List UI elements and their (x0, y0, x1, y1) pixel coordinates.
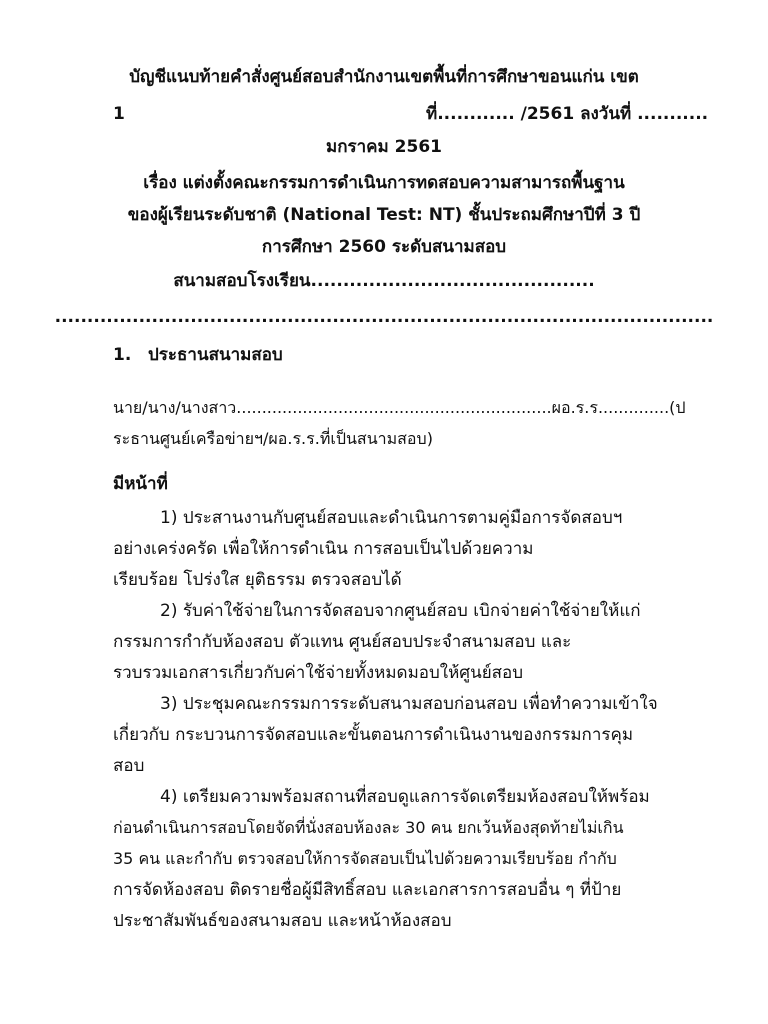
header-subject-line-2: ของผู้เรียนระดับชาติ (National Test: NT) ชั้นประถมศึกษาปีที่ 3 ปี (127, 205, 641, 225)
duty-3-line-3: สอบ (113, 756, 145, 776)
header-venue-line: สนามสอบโรงเรียน............................................ (173, 271, 595, 291)
header-dotted-rule: ...................................................................................................... (54, 307, 714, 327)
header-order-number-date: ที่............ /2561 ลงวันที่ ........... (426, 104, 709, 124)
header-subject-line-3: การศึกษา 2560 ระดับสนามสอบ (261, 237, 507, 257)
section-1-title: ประธานสนามสอบ (148, 345, 283, 365)
duty-1-line-3: เรียบร้อย โปร่งใส ยุติธรรม ตรวจสอบได้ (113, 570, 402, 590)
duty-4-line-4: การจัดห้องสอบ ติดรายชื่อผู้มีสิทธิ์สอบ และเอกสารการสอบอื่น ๆ ที่ป้าย (113, 880, 622, 900)
duty-2-line-1: 2) รับค่าใช้จ่ายในการจัดสอบจากศูนย์สอบ เบิกจ่ายค่าใช้จ่ายให้แก่ (160, 601, 641, 621)
duty-2-line-3: รวบรวมเอกสารเกี่ยวกับค่าใช้จ่ายทั้งหมดมอบให้ศูนย์สอบ (113, 663, 524, 683)
section-1-name-line-2: ระธานศูนย์เครือข่ายฯ/ผอ.ร.ร.ที่เป็นสนามสอบ) (113, 429, 433, 448)
duty-1-line-1: 1) ประสานงานกับศูนย์สอบและดำเนินการตามคู่มือการจัดสอบฯ (160, 508, 623, 528)
duties-label: มีหน้าที่ (113, 474, 168, 494)
duty-4-line-1: 4) เตรียมความพร้อมสถานที่สอบดูแลการจัดเตรียมห้องสอบให้พร้อม (160, 787, 650, 807)
header-title-line-2-left: 1 (113, 104, 125, 124)
header-title-line-1: บัญชีแนบท้ายคำสั่งศูนย์สอบสำนักงานเขตพื้นที่การศึกษาขอนแก่น เขต (129, 67, 639, 87)
duty-4-line-2: ก่อนดำเนินการสอบโดยจัดที่นั่งสอบห้องละ 30 คน ยกเว้นห้องสุดท้ายไม่เกิน (113, 818, 624, 837)
duty-3-line-2: เกี่ยวกับ กระบวนการจัดสอบและขั้นตอนการดำเนินงานของกรรมการคุม (113, 725, 634, 745)
duty-4-line-5: ประชาสัมพันธ์ของสนามสอบ และหน้าห้องสอบ (113, 911, 452, 931)
duty-3-line-1: 3) ประชุมคณะกรรมการระดับสนามสอบก่อนสอบ เพื่อทำความเข้าใจ (160, 694, 658, 714)
duty-4-line-3: 35 คน และกำกับ ตรวจสอบให้การจัดสอบเป็นไปด้วยความเรียบร้อย กำกับ (113, 849, 617, 868)
header-date-line: มกราคม 2561 (326, 137, 442, 157)
duty-2-line-2: กรรมการกำกับห้องสอบ ตัวแทน ศูนย์สอบประจำสนามสอบ และ (113, 632, 572, 652)
section-1-number: 1. (113, 345, 132, 365)
header-subject-line-1: เรื่อง แต่งตั้งคณะกรรมการดำเนินการทดสอบความสามารถพื้นฐาน (143, 173, 625, 193)
duty-1-line-2: อย่างเคร่งครัด เพื่อให้การดำเนิน การสอบเป็นไปด้วยความ (113, 539, 534, 559)
section-1-name-line: นาย/นาง/นางสาว..............................................................ผอ.ร.ร..............(ป (113, 398, 686, 417)
